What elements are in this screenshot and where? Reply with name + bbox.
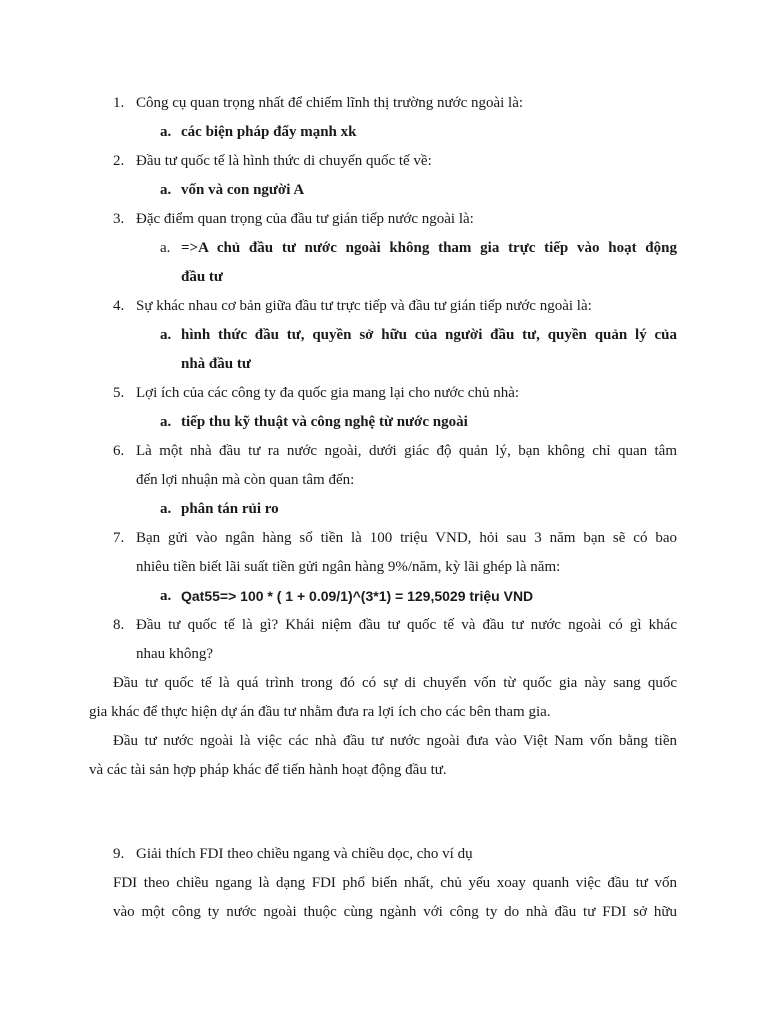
question-9-text: Giải thích FDI theo chiều ngang và chiều dọc, cho ví dụ: [136, 846, 473, 862]
question-5-number: 5.: [113, 385, 125, 401]
question-4-number: 4.: [113, 298, 125, 314]
question-8-text-line-1: Đầu tư quốc tế là gì? Khái niệm đầu tư quốc tế và đầu tư nước ngoài có gì khác: [136, 617, 677, 633]
answer-1-label: a.: [160, 124, 172, 140]
question-7-text-line-2: nhiêu tiền biết lãi suất tiền gửi ngân hàng 9%/năm, kỳ lãi ghép là năm:: [136, 559, 561, 575]
answer-5-label: a.: [160, 414, 172, 430]
answer-6-label: a.: [160, 501, 172, 517]
answer-4-text-line-1: hình thức đầu tư, quyền sở hữu của người đầu tư, quyền quản lý của: [181, 327, 677, 343]
paragraph-3-line-1: FDI theo chiều ngang là dạng FDI phổ biến nhất, chủ yếu xoay quanh việc đầu tư vốn: [113, 875, 677, 891]
answer-6-text: phân tán rủi ro: [181, 501, 279, 517]
question-8-number: 8.: [113, 617, 125, 633]
answer-3-text-line-1: =>A chủ đầu tư nước ngoài không tham gia trực tiếp vào hoạt động: [181, 240, 677, 256]
answer-4-text-line-2: nhà đầu tư: [181, 356, 251, 372]
paragraph-2-line-1: Đầu tư nước ngoài là việc các nhà đầu tư nước ngoài đưa vào Việt Nam vốn bằng tiền: [113, 733, 677, 749]
question-3-number: 3.: [113, 211, 125, 227]
answer-7-label: a.: [160, 588, 172, 604]
answer-3-text-line-2: đầu tư: [181, 269, 223, 285]
question-1-number: 1.: [113, 95, 125, 111]
answer-2-text: vốn và con người A: [181, 182, 305, 198]
question-4-text: Sự khác nhau cơ bản giữa đầu tư trực tiếp và đầu tư gián tiếp nước ngoài là:: [136, 298, 592, 314]
answer-4-label: a.: [160, 327, 172, 343]
question-6-number: 6.: [113, 443, 125, 459]
question-3-text: Đặc điểm quan trọng của đầu tư gián tiếp nước ngoài là:: [136, 211, 474, 227]
answer-2-label: a.: [160, 182, 172, 198]
answer-5-text: tiếp thu kỹ thuật và công nghệ từ nước ngoài: [181, 414, 468, 430]
question-2-number: 2.: [113, 153, 125, 169]
answer-1-text: các biện pháp đẩy mạnh xk: [181, 124, 357, 140]
question-1-text: Công cụ quan trọng nhất để chiếm lĩnh thị trường nước ngoài là:: [136, 95, 524, 111]
answer-7-formula: Qat55=> 100 * ( 1 + 0.09/1)^(3*1) = 129,5029 triệu VND: [181, 588, 534, 604]
question-5-text: Lợi ích của các công ty đa quốc gia mang lại cho nước chủ nhà:: [136, 385, 520, 401]
question-2-text: Đầu tư quốc tế là hình thức di chuyển quốc tế về:: [136, 153, 432, 169]
question-7-number: 7.: [113, 530, 125, 546]
question-7-text-line-1: Bạn gửi vào ngân hàng số tiền là 100 triệu VND, hỏi sau 3 năm bạn sẽ có bao: [136, 530, 677, 546]
question-8-text-line-2: nhau không?: [136, 646, 214, 662]
paragraph-1-line-1: Đầu tư quốc tế là quá trình trong đó có sự di chuyển vốn từ quốc gia này sang quốc: [113, 675, 677, 691]
paragraph-2-line-2: và các tài sản hợp pháp khác để tiến hành hoạt động đầu tư.: [89, 762, 447, 778]
paragraph-1-line-2: gia khác để thực hiện dự án đầu tư nhằm đưa ra lợi ích cho các bên tham gia.: [89, 704, 551, 720]
question-9-number: 9.: [113, 846, 125, 862]
answer-3-label: a.: [160, 240, 171, 256]
question-6-text-line-1: Là một nhà đầu tư ra nước ngoài, dưới giác độ quản lý, bạn không chỉ quan tâm: [136, 443, 677, 459]
question-6-text-line-2: đến lợi nhuận mà còn quan tâm đến:: [136, 472, 355, 488]
paragraph-3-line-2: vào một công ty nước ngoài thuộc cùng ngành với công ty do nhà đầu tư FDI sở hữu: [113, 904, 677, 920]
